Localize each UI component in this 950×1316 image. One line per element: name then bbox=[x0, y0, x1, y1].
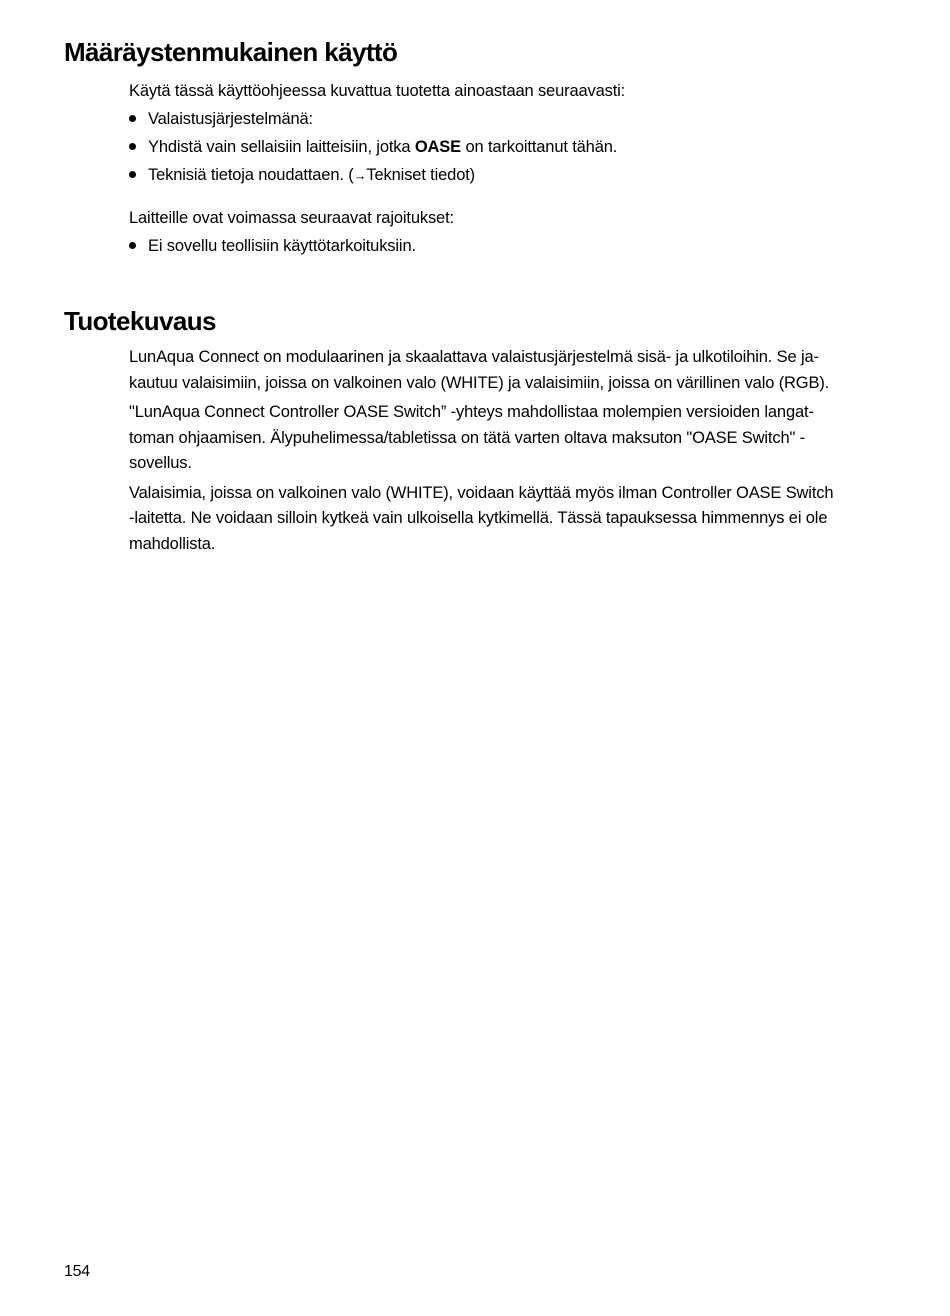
section-title-product-description: Tuotekuvaus bbox=[64, 306, 216, 336]
list-item bbox=[129, 133, 889, 161]
bullet-icon bbox=[129, 242, 136, 249]
bullet-icon bbox=[129, 171, 136, 178]
paragraph: "LunAqua Connect Controller OASE Switch” -yhteys mahdollistaa molempien versioiden langat- toman ohjaamisen. Älypuhelimessa/tabletissa on tätä varten oltava maksuton "OASE Switch" - sovellus. bbox=[129, 403, 814, 472]
list-item-text: Yhdistä vain sellaisiin laitteisiin, jotka OASE on tarkoittanut tähän. bbox=[148, 138, 618, 156]
arrow-right-icon: → bbox=[353, 168, 367, 183]
bullet-icon bbox=[129, 115, 136, 122]
intended-use-block bbox=[129, 77, 889, 260]
restrictions-intro: Laitteille ovat voimassa seuraavat rajoitukset: bbox=[129, 209, 454, 227]
paragraph: LunAqua Connect on modulaarinen ja skaalattava valaistusjärjestelmä sisä- ja ulkotiloihin. Se ja- kautuu valaisimiin, joissa on valkoinen valo (WHITE) ja valaisimiin, joissa on värillinen valo (RGB). bbox=[129, 348, 830, 392]
page-number: 154 bbox=[64, 1263, 90, 1280]
list-item bbox=[129, 161, 889, 190]
intended-use-intro: Käytä tässä käyttöohjeessa kuvattua tuotetta ainoastaan seuraavasti: bbox=[129, 82, 626, 100]
paragraph: Valaisimia, joissa on valkoinen valo (WHITE), voidaan käyttää myös ilman Controller OASE Switch -laitetta. Ne voidaan silloin kytkeä vain ulkoisella kytkimellä. Tässä tapauksessa himmennys ei ole mahdollista. bbox=[129, 483, 834, 553]
bullet-icon bbox=[129, 143, 136, 150]
brand-name: OASE bbox=[414, 138, 462, 156]
list-item-text: Teknisiä tietoja noudattaen. (→Tekniset tiedot) bbox=[148, 166, 475, 184]
list-item-text: Valaistusjärjestelmänä: bbox=[148, 110, 313, 128]
list-item bbox=[129, 105, 889, 133]
list-item-text: Ei sovellu teollisiin käyttötarkoituksiin. bbox=[148, 237, 416, 255]
cross-reference-link[interactable]: Tekniset tiedot) bbox=[366, 166, 475, 184]
list-item bbox=[129, 232, 889, 260]
section-title-intended-use: Määräystenmukainen käyttö bbox=[64, 37, 398, 67]
product-description-block bbox=[129, 345, 889, 557]
